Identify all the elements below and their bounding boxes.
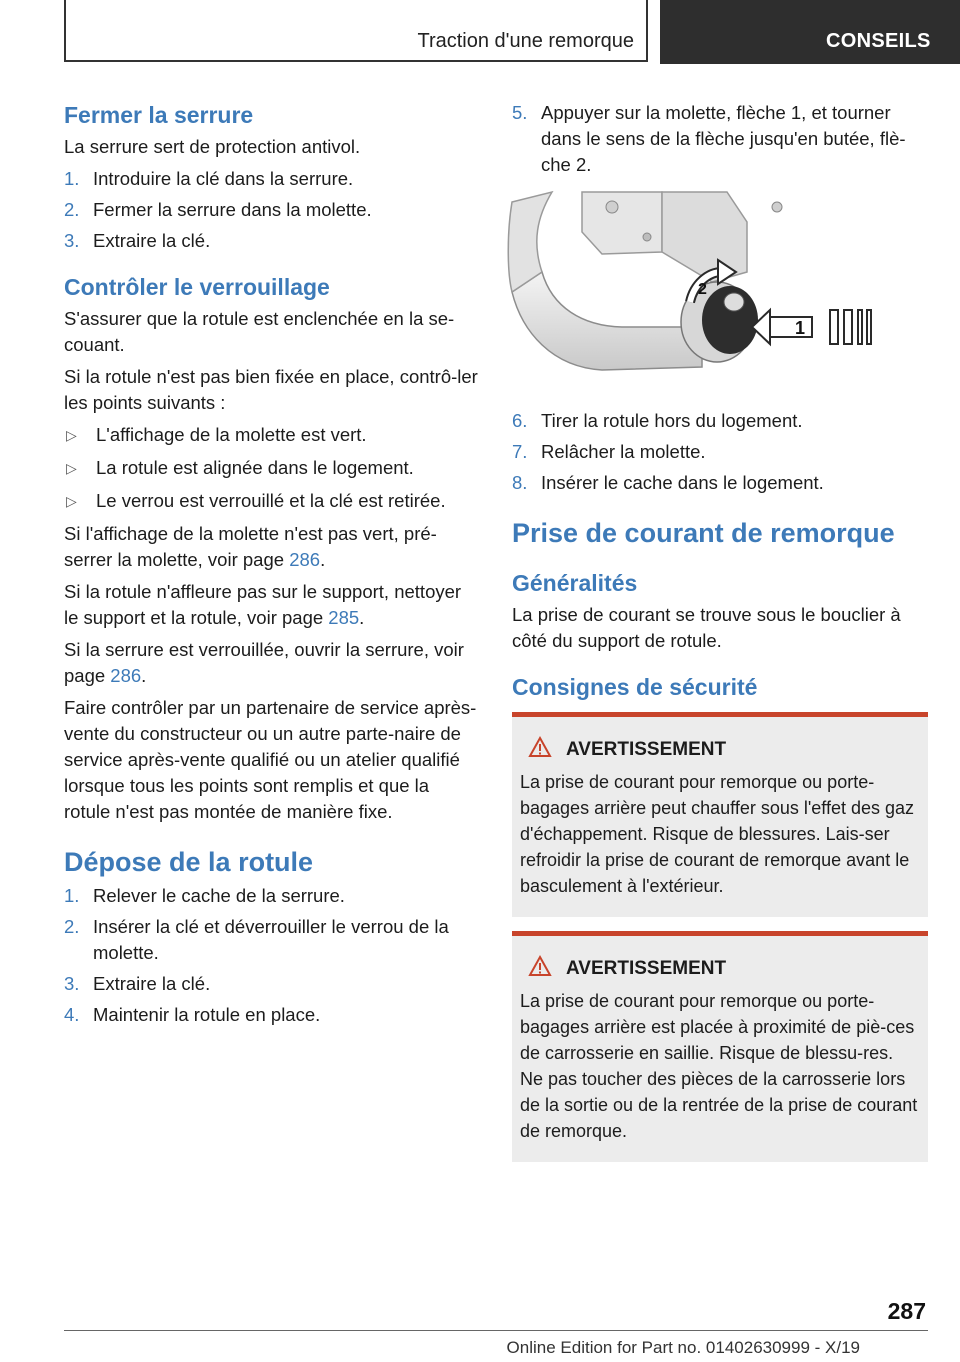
step-number: 3. — [64, 973, 80, 994]
heading-prise: Prise de courant de remorque — [512, 518, 895, 548]
list-item — [512, 470, 928, 496]
steps-depose — [64, 883, 480, 1028]
warning-text: La prise de courant pour remorque ou porte-bagages arrière peut chauffer sous l'effet des gaz d'échappement. Risque de blessures. Lais-ser refroidir la prise de courant de remorque avant le basculement à l'extérieur. — [520, 772, 915, 896]
chapter-title: CONSEILS — [826, 30, 931, 52]
bullet-text: L'affichage de la molette est vert. — [96, 424, 367, 445]
section-title: Traction d'une remorque — [417, 30, 634, 52]
warning-triangle-icon — [528, 736, 552, 766]
page-link[interactable]: 285 — [328, 607, 360, 628]
arrow-label-1: 1 — [795, 318, 806, 338]
heading-controler: Contrôler le verrouillage — [64, 274, 330, 300]
section-tab — [64, 0, 648, 62]
footer-divider — [64, 1330, 928, 1331]
step-number: 5. — [512, 102, 528, 123]
list-item — [64, 914, 480, 966]
step-text: Insérer la clé et déverrouiller le verrou de la molette. — [93, 916, 449, 963]
paragraph: Si la rotule n'est pas bien fixée en place, contrô-ler les points suivants : — [64, 366, 478, 413]
step-text: Insérer le cache dans le logement. — [541, 472, 824, 493]
paragraph: Si l'affichage de la molette n'est pas vert, pré-serrer la molette, voir page 286. — [64, 523, 437, 570]
list-item — [64, 455, 480, 481]
step-text: Tirer la rotule hors du logement. — [541, 410, 803, 431]
check-list — [64, 422, 480, 514]
warning-title-text: AVERTISSEMENT — [566, 739, 727, 760]
step-number: 2. — [64, 916, 80, 937]
list-item — [64, 422, 480, 448]
step-text: Fermer la serrure dans la molette. — [93, 199, 372, 220]
paragraph: La prise de courant se trouve sous le bouclier à côté du support de rotule. — [512, 604, 901, 651]
step-number: 3. — [64, 230, 80, 251]
paragraph-text: Si la rotule n'affleure pas sur le support, nettoyer le support et la rotule, voir page — [64, 581, 462, 628]
paragraph-text: Si l'affichage de la molette n'est pas vert, pré-serrer la molette, voir page — [64, 523, 437, 570]
warning-box — [512, 931, 928, 1162]
towbar-illustration — [512, 192, 806, 392]
warning-triangle-icon — [528, 955, 552, 985]
left-column — [64, 100, 480, 1033]
warning-box — [512, 712, 928, 917]
warning-text: La prise de courant pour remorque ou porte-bagages arrière est placée à proximité de piè-ces de carrosserie en saillie. Risque de blessu-res. Ne pas toucher des pièces de la carrosserie lors de la sortie ou de la rentrée de la prise de courant de remorque. — [520, 991, 918, 1141]
list-item — [64, 488, 480, 514]
list-item — [64, 166, 480, 192]
steps-finaux — [512, 408, 928, 496]
step-number: 8. — [512, 472, 528, 493]
step-text: Extraire la clé. — [93, 973, 211, 994]
heading-fermer: Fermer la serrure — [64, 102, 254, 128]
step-number: 1. — [64, 885, 80, 906]
step-text: Maintenir la rotule en place. — [93, 1004, 321, 1025]
arrow-label-2: 2 — [698, 281, 707, 298]
page-link[interactable]: 286 — [110, 665, 142, 686]
towbar-drawing — [512, 192, 806, 392]
page-link[interactable]: 286 — [289, 549, 321, 570]
step-text: Relâcher la molette. — [541, 441, 706, 462]
heading-consignes: Consignes de sécurité — [512, 674, 758, 700]
page-number: 287 — [887, 1298, 926, 1324]
list-item — [64, 883, 480, 909]
step-text: Extraire la clé. — [93, 230, 211, 251]
step-text: Relever le cache de la serrure. — [93, 885, 345, 906]
step-text: Appuyer sur la molette, flèche 1, et tourner dans le sens de la flèche jusqu'en butée, flè-che 2. — [541, 102, 906, 175]
step-number: 7. — [512, 441, 528, 462]
chapter-tab — [660, 0, 960, 64]
warning-title — [566, 737, 920, 763]
paragraph: Si la serrure est verrouillée, ouvrir la serrure, voir page 286. — [64, 639, 464, 686]
warning-title — [566, 956, 920, 982]
heading-generalites: Généralités — [512, 570, 638, 596]
steps-retrait — [512, 100, 928, 178]
paragraph: La serrure sert de protection antivol. — [64, 136, 361, 157]
triangle-bullet-icon: ▷ — [66, 493, 77, 509]
page-header — [0, 0, 960, 66]
list-item — [64, 971, 480, 997]
warning-title-text: AVERTISSEMENT — [566, 958, 727, 979]
paragraph-text: Si la serrure est verrouillée, ouvrir la serrure, voir page — [64, 639, 464, 686]
triangle-bullet-icon: ▷ — [66, 460, 77, 476]
list-item — [64, 1002, 480, 1028]
paragraph: Faire contrôler par un partenaire de service après-vente du constructeur ou un autre parte-naire de service après-vente qualifié ou un atelier qualifié lorsque tous les points sont remplis et que la rotule n'est pas montée de manière fixe. — [64, 697, 477, 822]
footer-edition: Online Edition for Part no. 01402630999 - X/19 — [506, 1338, 860, 1357]
paragraph: Si la rotule n'affleure pas sur le support, nettoyer le support et la rotule, voir page 285. — [64, 581, 462, 628]
step-text: Introduire la clé dans la serrure. — [93, 168, 354, 189]
right-column — [512, 100, 928, 1162]
list-item — [512, 408, 928, 434]
list-item — [64, 228, 480, 254]
heading-depose: Dépose de la rotule — [64, 847, 314, 877]
steps-fermer — [64, 166, 480, 254]
paragraph: S'assurer que la rotule est enclenchée en la se-couant. — [64, 308, 455, 355]
list-item — [512, 100, 928, 178]
step-number: 1. — [64, 168, 80, 189]
bullet-text: La rotule est alignée dans le logement. — [96, 457, 414, 478]
triangle-bullet-icon: ▷ — [66, 427, 77, 443]
list-item — [64, 197, 480, 223]
step-number: 4. — [64, 1004, 80, 1025]
step-number: 2. — [64, 199, 80, 220]
bullet-text: Le verrou est verrouillé et la clé est retirée. — [96, 490, 446, 511]
list-item — [512, 439, 928, 465]
step-number: 6. — [512, 410, 528, 431]
